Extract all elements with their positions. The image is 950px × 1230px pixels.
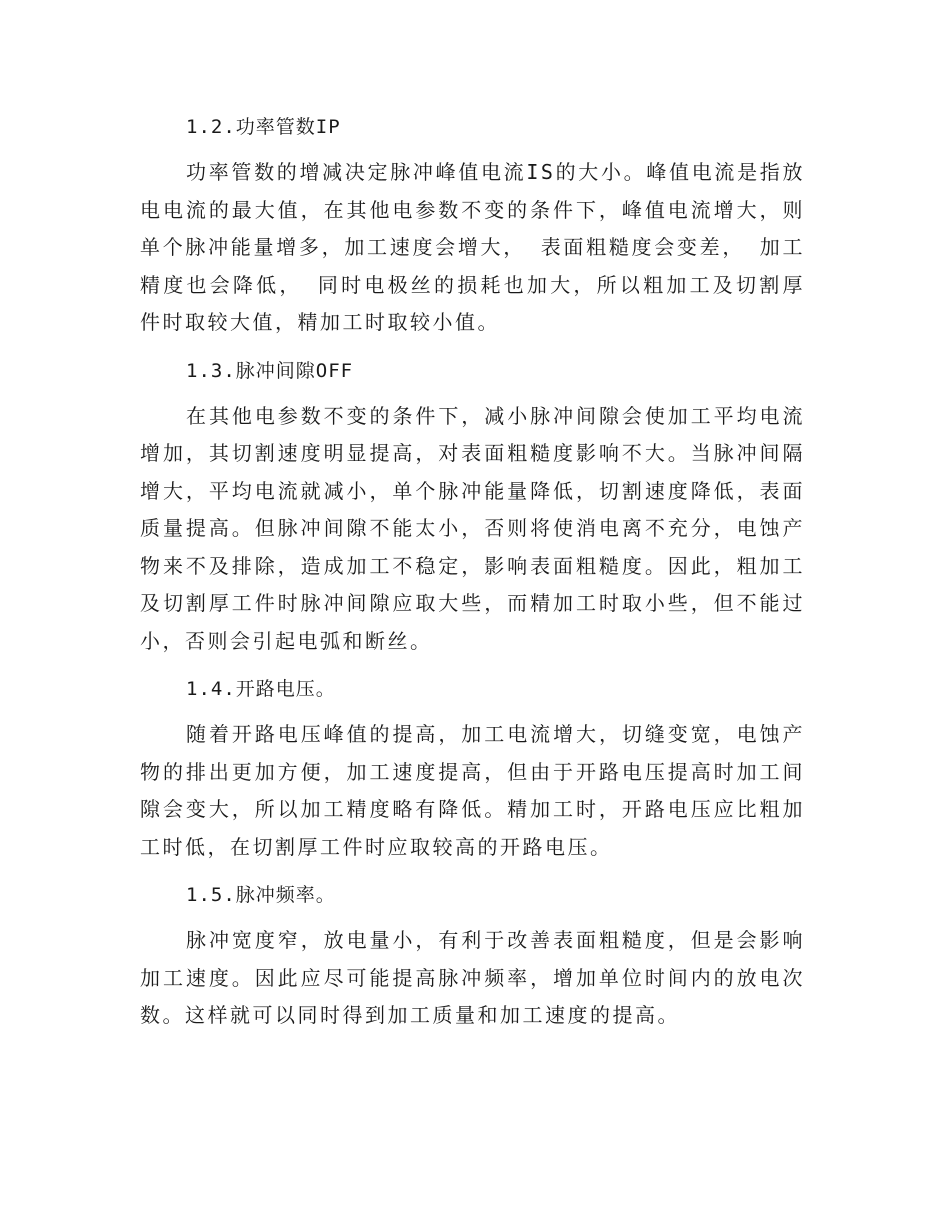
- section-paragraph-pulse-interval: 在其他电参数不变的条件下，减小脉冲间隙会使加工平均电流增加，其切割速度明显提高，对表面粗糙度影响不大。当脉冲间隔增大，平均电流就减小，单个脉冲能量降低，切割速度降低，表面质量提高。但脉冲间隙不能太小，否则将使消电离不充分，电蚀产物来不及排除，造成加工不稳定，影响表面粗糙度。因此，粗加工及切割厚工件时脉冲间隙应取大些，而精加工时取小些，但不能过小，否则会引起电弧和断丝。: [140, 403, 805, 653]
- section-paragraph-power-tubes: 功率管数的增减决定脉冲峰值电流IS的大小。峰值电流是指放电电流的最大值，在其他电参数不变的条件下，峰值电流增大，则单个脉冲能量增多，加工速度会增大， 表面粗糙度会变差， 加工精度也会降低， 同时电极丝的损耗也加大，所以粗加工及切割厚件时取较大值，精加工时取较小值。: [140, 160, 805, 334]
- section-heading-power-tubes: 1.2.功率管数IP: [186, 116, 341, 138]
- section-paragraph-open-circuit-voltage: 随着开路电压峰值的提高，加工电流增大，切缝变宽，电蚀产物的排出更加方便，加工速度提高，但由于开路电压提高时加工间隙会变大，所以加工精度略有降低。精加工时，开路电压应比粗加工时低，在切割厚工件时应取较高的开路电压。: [140, 722, 805, 859]
- document-body: [140, 108, 805, 1045]
- section-heading-open-circuit-voltage: 1.4.开路电压。: [186, 678, 336, 700]
- section-heading-pulse-interval: 1.3.脉冲间隙OFF: [186, 359, 354, 382]
- section-paragraph-pulse-frequency: 脉冲宽度窄，放电量小，有利于改善表面粗糙度，但是会影响加工速度。因此应尽可能提高脉冲频率，增加单位时间内的放电次数。这样就可以同时得到加工质量和加工速度的提高。: [140, 928, 805, 1027]
- section-heading-pulse-frequency: 1.5.脉冲频率。: [186, 884, 336, 906]
